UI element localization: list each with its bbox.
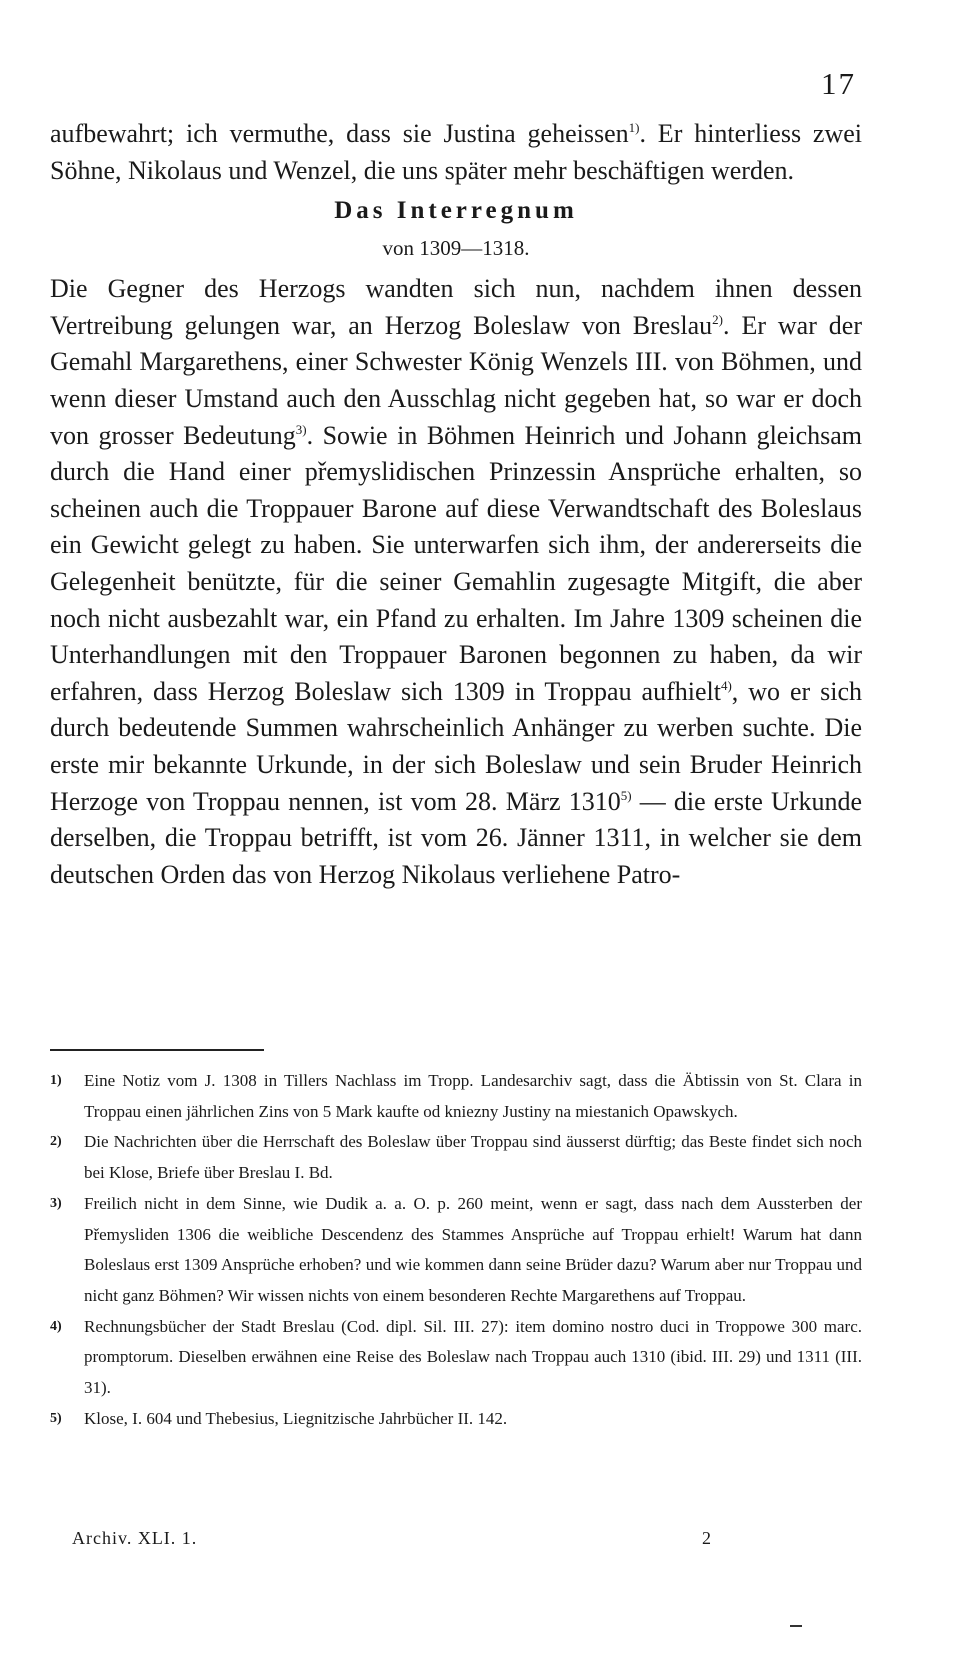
paragraph-text: . Er hinterliess zwei Söhne, Nikolaus und Wenzel, die uns später mehr beschäftigen werden. <box>50 119 862 185</box>
footnote <box>50 1404 862 1435</box>
paragraph-continuation <box>50 116 862 189</box>
footnote-text: Rechnungsbücher der Stadt Breslau (Cod. dipl. Sil. III. 27): item domino nostro duci in Troppowe 300 marc. promptorum. Dieselben erwähnen eine Reise des Boleslaw nach Troppau auch 1310 (ibid. III. 29) und 1311 (III. 31). <box>84 1316 862 1398</box>
footnote-text: Eine Notiz vom J. 1308 in Tillers Nachlass im Tropp. Landesarchiv sagt, dass die Äbtissin von St. Clara in Troppau einen jährlichen Zins von 5 Mark kaufte od kniezny Justiny na miestanich Opawskych. <box>84 1071 862 1121</box>
footnote-marker: 1) <box>50 1073 62 1088</box>
footnote-reference: 4) <box>720 677 732 693</box>
paragraph-text: , wo er sich durch bedeutende Summen wahrscheinlich Anhänger zu werben suchte. Die erste mir bekannte Urkunde, in der sich Boleslaw und sein Bruder Heinrich Herzoge von Troppau nennen, ist vom 28. März 1310 <box>50 676 862 816</box>
paragraph-text: . Er war der Gemahl Margarethens, einer Schwester König Wenzels III. von Böhmen, und wenn dieser Umstand auch den Ausschlag nicht gegeben hat, so war er doch von grosser Bedeutung <box>50 310 862 450</box>
footnote-reference: 2) <box>712 311 724 327</box>
footnote <box>50 1066 862 1127</box>
footnote-reference: 5) <box>620 787 632 803</box>
section-heading: Das Interregnum <box>334 197 578 225</box>
main-text <box>50 116 862 893</box>
footnote-text: Die Nachrichten über die Herrschaft des Boleslaw über Troppau sind äusserst dürftig; das Beste findet sich noch bei Klose, Briefe über Breslau I. Bd. <box>84 1132 862 1183</box>
footnote <box>50 1312 862 1404</box>
footnote-text: Freilich nicht in dem Sinne, wie Dudik a. a. O. p. 260 meint, wenn er sagt, dass nach dem Aussterben der Přemysliden 1306 die weibliche Descendenz des Stammes Ansprüche auf Troppau erhielt! Warum hat dann Boleslaus erst 1309 Ansprüche erhoben? und wie kommen dann seine Brüder dazu? Warum aber nur Troppau und nicht ganz Böhmen? Wir wissen nichts von einem besonderen Rechte Margarethens auf Troppau. <box>84 1193 862 1305</box>
footnote-marker: 2) <box>50 1134 62 1150</box>
footnotes <box>50 1066 862 1434</box>
page-mark <box>790 1625 802 1627</box>
footnote-divider <box>50 1049 264 1051</box>
footnote-reference: 1) <box>628 120 640 135</box>
section-subheading: von 1309—1318. <box>382 236 530 261</box>
page-number: 17 <box>821 66 856 101</box>
footnote-text: Klose, I. 604 und Thebesius, Liegnitzische Jahrbücher II. 142. <box>84 1408 508 1428</box>
paragraph-text: . Sowie in Böhmen Heinrich und Johann gleichsam durch die Hand einer přemyslidischen Prinzessin Ansprüche erhalten, so scheinen auch die Troppauer Barone auf diese Verwandtschaft des Boleslaus ein Gewicht gelegt zu haben. Sie unterwarfen sich ihm, der andererseits die Gelegenheit benützte, für die seiner Gemahlin zugesagte Mitgift, die aber noch nicht ausbezahlt war, ein Pfand zu erhalten. Im Jahre 1309 scheinen die Unterhandlungen mit den Troppauer Baronen begonnen zu haben, da wir erfahren, dass Herzog Boleslaw sich 1309 in Troppau aufhielt <box>50 420 862 706</box>
footnote <box>50 1127 862 1188</box>
journal-signature: Archiv. XLI. 1. <box>72 1528 198 1548</box>
footnote-marker: 4) <box>50 1318 62 1334</box>
footnote-reference: 3) <box>295 421 307 437</box>
signature-line <box>72 1528 712 1549</box>
footnote-marker: 5) <box>50 1410 62 1426</box>
paragraph-text: — die erste Urkunde derselben, die Troppau betrifft, ist vom 26. Jänner 1311, in welcher sie dem deutschen Orden das von Herzog Nikolaus verliehene Patro- <box>50 786 862 889</box>
footnote <box>50 1189 862 1312</box>
footnote-marker: 3) <box>50 1195 62 1211</box>
paragraph-text: Die Gegner des Herzogs wandten sich nun, nachdem ihnen dessen Vertreibung gelungen war, an Herzog Boleslaw von Breslau <box>50 274 862 340</box>
paragraph-text: aufbewahrt; ich vermuthe, dass sie Justina geheissen <box>50 119 629 148</box>
paragraph <box>50 271 862 893</box>
sheet-signature: 2 <box>702 1528 712 1548</box>
